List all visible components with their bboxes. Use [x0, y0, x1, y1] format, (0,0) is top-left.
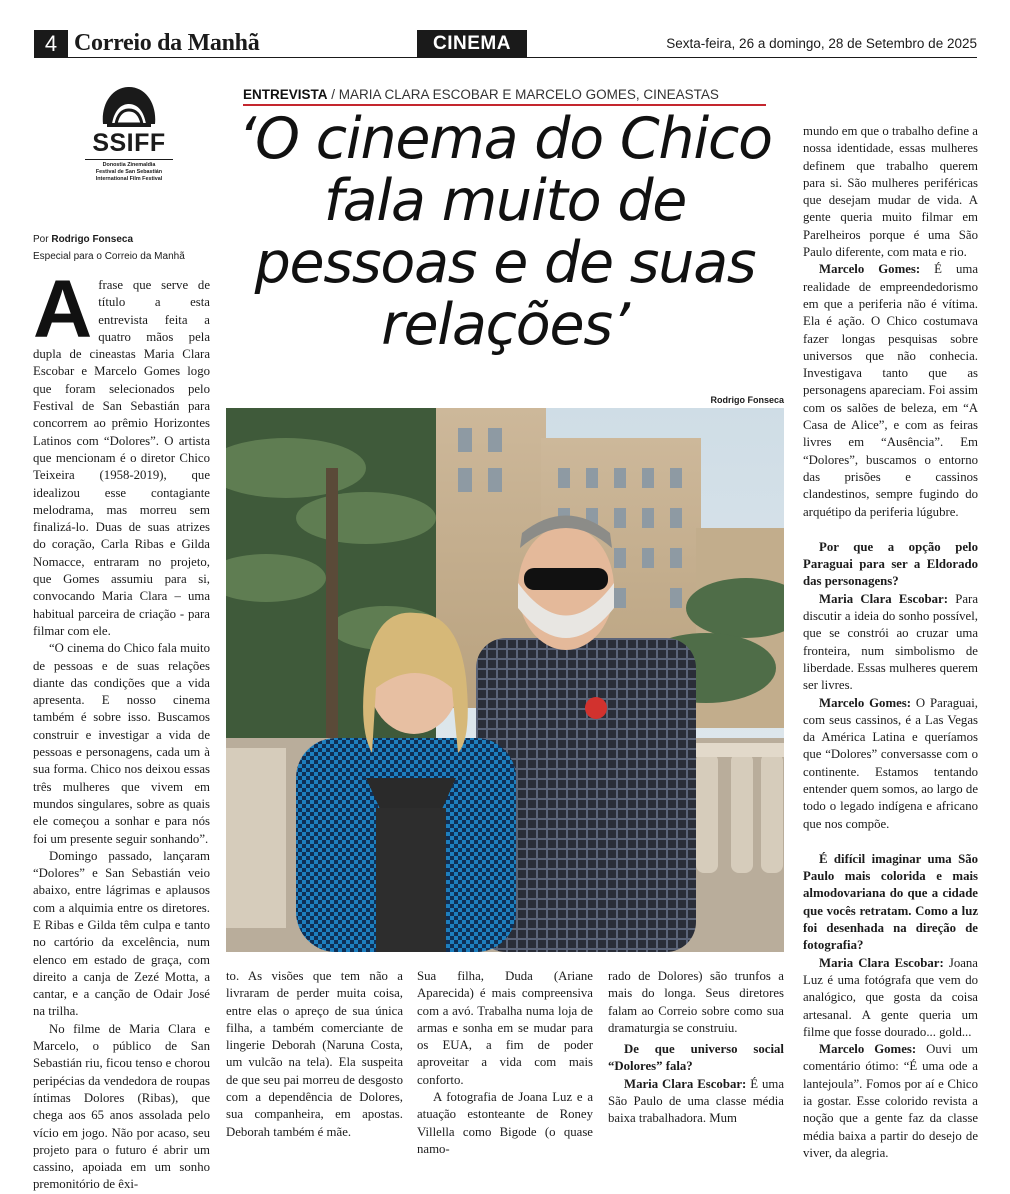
- kicker: [243, 86, 766, 103]
- body-column-4: [608, 968, 784, 1128]
- speaker-name: Marcelo Gomes:: [819, 1042, 917, 1057]
- answer-text: Para discutir a ideia do sonho possível, que se constrói ao cruzar uma fronteira, num simbolismo de liberdade. Essas mulheres querem ser livres.: [803, 591, 978, 693]
- shell-icon: [98, 82, 160, 128]
- ssiff-logo: [82, 82, 176, 183]
- interview-answer: [803, 591, 978, 695]
- body-column-5: [803, 123, 978, 1162]
- body-column-2: [226, 968, 403, 1141]
- byline: [33, 231, 213, 265]
- body-column-3: [417, 968, 593, 1158]
- interview-answer: [803, 1041, 978, 1162]
- interview-answer: [608, 1076, 784, 1128]
- headline: ‘O cinema do Chico fala muito de pessoas e de suas relações’: [238, 106, 772, 358]
- photo-illustration: [226, 408, 784, 952]
- logo-name: SSIFF: [92, 129, 166, 157]
- speaker-name: Maria Clara Escobar:: [819, 591, 948, 606]
- kicker-text: MARIA CLARA ESCOBAR E MARCELO GOMES, CINEASTAS: [338, 87, 719, 102]
- answer-text: Ouvi um comentário ótimo: “É uma ode a lantejoula”. Fomos por aí e Chico ia gostar. Esse colorido revista a noção que a gente faz da classe média baixa a partir do desejo de viver, da alegria.: [803, 1042, 978, 1160]
- header-rule: [34, 57, 977, 58]
- body-paragraph: mundo em que o trabalho define a nossa identidade, essas mulheres definem que trabalho querem para si. São mulheres periféricas que desejam mudar de vida. A gente queria muito filmar em Parelheiros porque é uma São Paulo diferente, com mata e rio.: [803, 124, 978, 260]
- interview-question: É difícil imaginar uma São Paulo mais colorida e mais almodovariana do que a cidade que vocês retratam. Como a luz foi desenhada na direção de fotografia?: [803, 851, 978, 953]
- section-label: CINEMA: [417, 30, 527, 57]
- photo-credit: Rodrigo Fonseca: [710, 395, 784, 405]
- body-paragraph: Sua filha, Duda (Ariane Aparecida) é mais compreensiva com a avó. Trabalha numa loja de armas e sonha em se mudar para os EUA, a fim de poder aproveitar a vida com mais conforto.: [417, 969, 593, 1087]
- page-number: 4: [34, 30, 68, 57]
- byline-author: Rodrigo Fonseca: [51, 234, 134, 245]
- kicker-separator: /: [327, 87, 339, 102]
- body-paragraph: No filme de Maria Clara e Marcelo, o público de San Sebastián riu, ficou tenso e chorou peripécias da vendedora de roupas íntimas Dolores (Ribas), que chega aos 65 anos assolada pelo vício em jogo. Não por acaso, seu projeto para o futuro é abrir um cassino, apoiada em um sonho premonitório de êxi-: [33, 1021, 210, 1192]
- article-photo: [226, 408, 784, 952]
- logo-subtitle-2: Festival de San Sebastián: [95, 169, 163, 175]
- speaker-name: Marcelo Gomes:: [819, 695, 912, 710]
- answer-text: É uma realidade de empreendedorismo em que a periferia não é vítima. Ela é ação. O Chico costumava fazer longas pesquisas sobre universos que não conhecia. Investigava tanto que as personagens apareciam. Foi assim com os salões de beleza, em “A Casa de Alice”, e com as feiras livres em “Ausência”. Em “Dolores”, buscamos o entorno das prisões e cassinos clandestinos, sempre fugindo do arquétipo da periferia lúgubre.: [803, 262, 979, 519]
- issue-date: Sexta-feira, 26 a domingo, 28 de Setembro de 2025: [666, 36, 977, 51]
- speaker-name: Marcelo Gomes:: [819, 262, 921, 277]
- byline-role: Especial para o Correio da Manhã: [33, 251, 185, 262]
- speaker-name: Maria Clara Escobar:: [624, 1076, 747, 1091]
- interview-answer: [803, 261, 978, 520]
- body-paragraph: to. As visões que tem não a livraram de perder muita coisa, entre elas o apreço de sua única filha, a também comerciante de lingerie Deborah (Naruna Costa, um vulcão na tela). Ela suspeita de que seu pai morreu de desgosto com a dependência de Dolores, sua companheira, em apostas. Deborah também é mãe.: [226, 969, 403, 1139]
- dropcap: A: [33, 264, 93, 355]
- byline-prefix: Por: [33, 234, 52, 245]
- interview-answer: [803, 695, 978, 833]
- body-paragraph: rado de Dolores) são trunfos a mais do longa. Seus diretores falam ao Correio sobre como sua dramaturgia se construiu.: [608, 969, 784, 1035]
- body-paragraph: A fotografia de Joana Luz e a atuação estonteante de Roney Villella como Bigode (o quase namo-: [417, 1090, 593, 1156]
- logo-divider: [85, 159, 173, 160]
- body-paragraph: frase que serve de título a esta entrevista feita a quatro mãos pela dupla de cineastas Maria Clara Escobar e Marcelo Gomes logo que foram selecionados pelo Festival de San Sebastián para concorrem ao prêmio Horizontes Latinos com “Dolores”. O artista que mencionam é o diretor Chico Teixeira (1958-2019), que idealizou esse contagiante melodrama, mas morreu sem finalizá-lo. Duas de suas atrizes do coração, Carla Ribas e Gilda Nomacce, entraram no projeto, que Gomes assumiu para si, convocando Maria Clara – uma habitual parceira de criação - para filmar com ele.: [33, 278, 210, 638]
- kicker-label: ENTREVISTA: [243, 87, 328, 102]
- interview-answer: [803, 955, 978, 1041]
- answer-text: Joana Luz é uma fotógrafa que vem do analógico, que gosta da coisa artesanal. A gente queria um filme que fosse dourado... gold...: [803, 955, 978, 1039]
- interview-question: De que universo social “Dolores” fala?: [608, 1042, 784, 1074]
- answer-text: É uma São Paulo de uma classe média baixa trabalhadora. Mum: [608, 1076, 784, 1126]
- answer-text: O Paraguai, com seus cassinos, é a Las Vegas da América Latina e queríamos que “Dolores” conversasse com o continente. Estamos tentando entender quem somos, ao largo de todo o legado indígena e africano que nos compõe.: [803, 695, 978, 831]
- interview-question: Por que a opção pelo Paraguai para ser a Eldorado das personagens?: [803, 539, 978, 589]
- body-column-1: [33, 264, 210, 1194]
- masthead: Correio da Manhã: [74, 30, 260, 56]
- speaker-name: Maria Clara Escobar:: [819, 955, 944, 970]
- logo-subtitle-1: Donostia Zinemaldia: [102, 162, 156, 168]
- body-paragraph: Domingo passado, lançaram “Dolores” e San Sebastián veio abaixo, entre lágrimas e aplausos com a alquimia entre os diretores. E Ribas e Gilda têm culpa e tanto no cartório da excelência, num elenco em estado de graça, com direito a canja de Zezé Motta, a cantar, e a canção de Odair José na trilha.: [33, 848, 210, 1019]
- logo-subtitle-3: International Film Festival: [95, 176, 163, 182]
- body-paragraph: “O cinema do Chico fala muito de pessoas e de suas relações diante das condições que a vida apresenta. E nosso cinema também é sobre isso. Buscamos construir e investigar a vida de pessoas e personagens, cada um à sua forma. Chico nos deixou essas três mulheres que vivem em mundos singulares, sobre as quais ele começou a sonhar e para nós foi um presente seguir sonhando”.: [33, 641, 210, 846]
